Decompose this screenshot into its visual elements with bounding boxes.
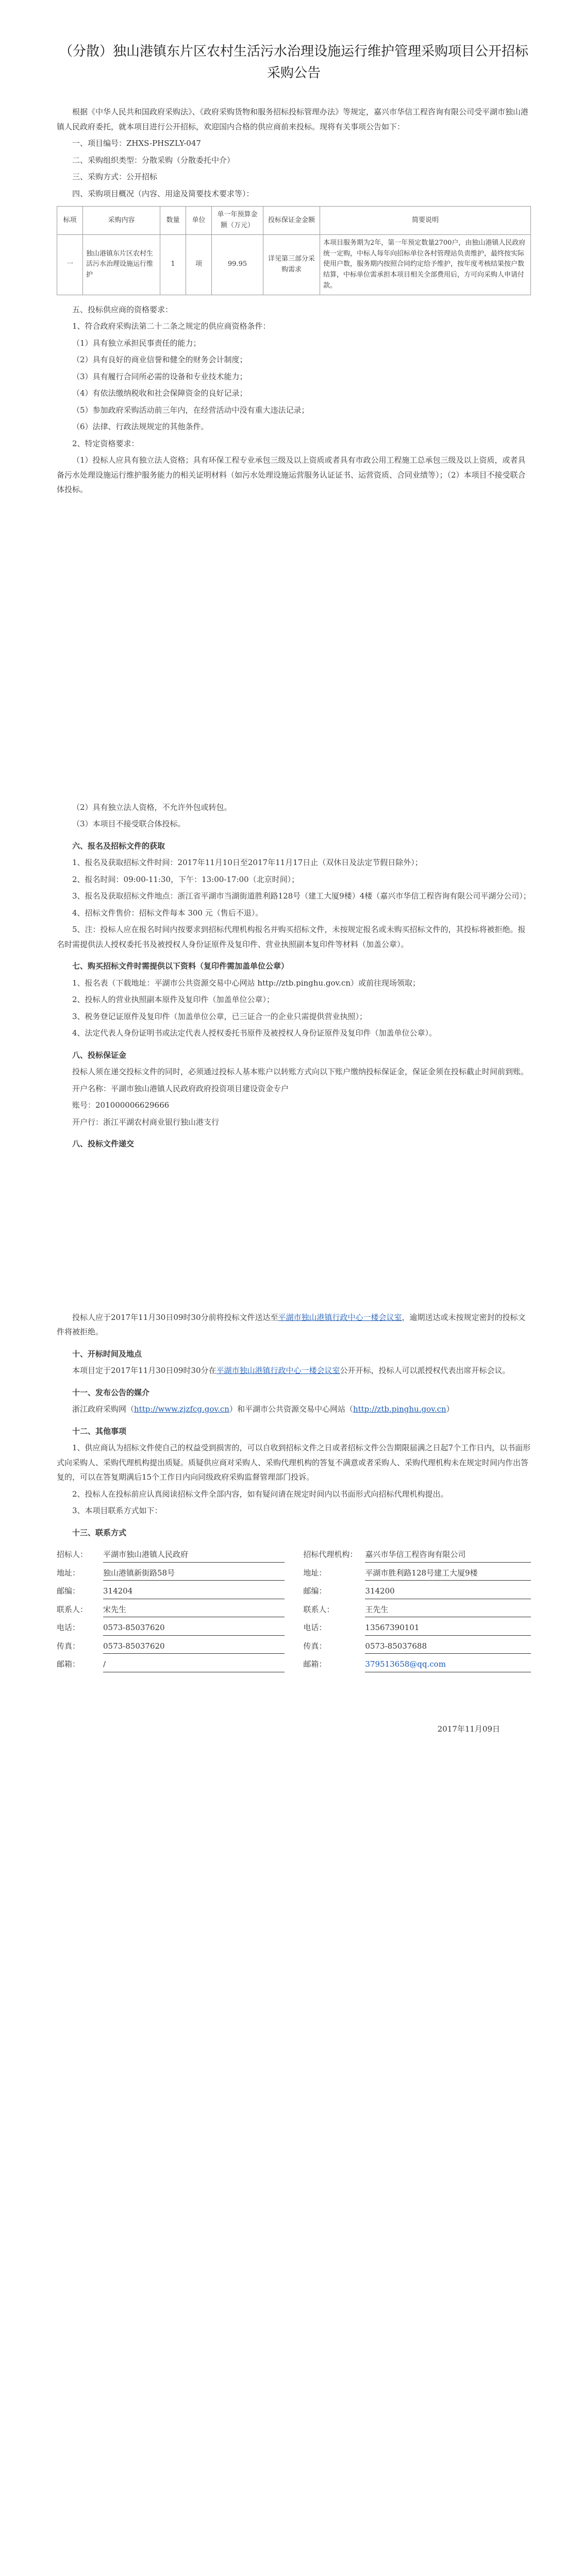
table-cell: 本项目服务期为2年，第一年预定数量2700户，由独山港镇人民政府统一定购，中标人每年向招标单位各村管理站负责维护，最终按实际使用户数，服务期内按照合同约定给予维护，按年度考核结果按户数结算，中标单位需承担本项目相关全部费用后，方可向采购人申请付款。 (320, 234, 531, 295)
contact-key: 联系人： (303, 1604, 335, 1614)
contact-key: 联系人： (57, 1604, 88, 1614)
special-qualification-text: （1）投标人应具有独立法人资格；具有环保工程专业承包三级及以上资质或者具有市政公用工程施工总承包三级及以上资质，或者具备污水处理设施运行维护服务能力的相关证明材料（如污水处理设施运营服务认证证书、运营资质、合同业绩等）；（2）本项目不接受联合体投标。 (57, 455, 526, 495)
contact-value: 0573-85037688 (365, 1639, 531, 1654)
table-cell: 99.95 (212, 234, 263, 295)
section-deadline-heading (57, 1137, 531, 1151)
page-title: （分散）独山港镇东片区农村生活污水治理设施运行维护管理采购项目公开招标采购公告 (59, 44, 528, 81)
section-contacts-heading: 十三、联系方式 (72, 1528, 127, 1537)
blank-area (57, 1154, 531, 1308)
contact-email-link[interactable]: 379513658@qq.com (365, 1657, 531, 1672)
media-text-3: ） (446, 1404, 454, 1414)
deposit-account-name (57, 1081, 531, 1096)
section-other-heading: 十二、其他事项 (72, 1426, 127, 1436)
registration-item: 5、注：投标人应在报名时间内按要求到招标代理机构报名并购买招标文件，未按规定报名或未购买招标文件的，其投标将被拒绝。报名时需提供法人授权委托书及被授权人身份证原件及复印件、营业执照副本复印件等材料（加盖公章）。 (57, 925, 526, 949)
other-item: 3、本项目联系方式如下： (72, 1506, 162, 1516)
contact-key: 邮编： (57, 1586, 80, 1596)
table-cell: 详见第三部分采购需求 (263, 234, 320, 295)
contact-key: 邮箱： (57, 1659, 80, 1669)
contact-row (303, 1602, 531, 1618)
qualification-item: （5）参加政府采购活动前三年内，在经营活动中没有重大违法记录； (72, 405, 309, 415)
deposit-text: 投标人须在递交投标文件的同时，必须通过投标人基本账户以转账方式向以下账户缴纳投标保证金，保证金须在投标截止时间前到账。 (72, 1067, 529, 1077)
opening-text (57, 1363, 531, 1378)
special-qualification-heading: 2、特定资格要求： (72, 438, 139, 448)
contact-row (57, 1584, 285, 1599)
contact-key: 地址： (303, 1568, 327, 1578)
media-text-1: 浙江政府采购网（ (72, 1404, 135, 1414)
contact-row (57, 1657, 285, 1672)
deposit-account-number-value: 201000006629666 (95, 1100, 170, 1110)
contact-value: 平湖市独山港镇人民政府 (103, 1547, 285, 1563)
other-item: 2、投标人在投标前应认真阅读招标文件全部内容，如有疑问请在规定时间内以书面形式向招标代理机构提出。 (72, 1489, 448, 1499)
project-table (57, 206, 531, 295)
announcement-document (57, 41, 531, 1738)
contact-row (57, 1602, 285, 1618)
table-header: 单位 (186, 207, 212, 235)
table-header: 投标保证金金额 (263, 207, 320, 235)
deposit-account-number-label: 账号： (72, 1100, 96, 1110)
contact-value: / (103, 1657, 285, 1672)
contact-value: 0573-85037620 (103, 1639, 285, 1654)
contact-row (57, 1639, 285, 1654)
deposit-bank-value: 浙江平湖农村商业银行独山港支行 (103, 1117, 220, 1127)
deposit-account-number (57, 1098, 531, 1113)
section-registration-heading: 六、报名及招标文件的获取 (72, 841, 165, 851)
deposit-bank-label: 开户行： (72, 1117, 104, 1127)
qualification-item: （1）具有独立承担民事责任的能力； (72, 338, 201, 348)
contact-row (57, 1620, 285, 1636)
contact-value: 王先生 (365, 1602, 531, 1618)
table-header-row (57, 207, 531, 235)
contacts-purchaser (57, 1544, 285, 1675)
table-row (57, 234, 531, 295)
registration-item: 4、招标文件售价：招标文件每本 300 元（售后不退）。 (72, 908, 263, 918)
contact-key: 传真： (57, 1641, 80, 1651)
contact-row (303, 1566, 531, 1581)
media-text (57, 1402, 531, 1417)
qualification-extra: （3）本项目不接受联合体投标。 (72, 819, 186, 829)
deadline-heading-text: 八、投标文件递交 (72, 1139, 135, 1149)
contact-value: 嘉兴市华信工程咨询有限公司 (365, 1547, 531, 1563)
table-header: 数量 (160, 207, 186, 235)
publish-date: 2017年11月09日 (437, 1724, 500, 1734)
table-header: 采购内容 (83, 207, 160, 235)
procurement-org-type: 二、采购组织类型：分散采购（分散委托中介） (72, 155, 235, 165)
other-item: 1、供应商认为招标文件使自己的权益受到损害的，可以自收到招标文件之日或者招标文件公告期限届满之日起7个工作日内，以书面形式向采购人、采购代理机构提出质疑。质疑供应商对采购人、采购代理机构的答复不满意或者采购人、采购代理机构未在规定时间内作出答复的，可以在答复期满后15个工作日内向同级政府采购监督管理部门投诉。 (57, 1443, 531, 1482)
document-item: 4、法定代表人身份证明书或法定代表人授权委托书原件及被授权人身份证原件及复印件（加盖单位公章）。 (72, 1028, 437, 1038)
section-deposit-heading: 八、投标保证金 (72, 1050, 127, 1060)
blank-area (57, 499, 531, 798)
section-opening-heading: 十、开标时间及地点 (72, 1349, 142, 1359)
contact-value: 平湖市胜利路128号建工大厦9楼 (365, 1566, 531, 1581)
contact-key: 地址： (57, 1568, 80, 1578)
registration-item: 1、报名及获取招标文件时间：2017年11月10日至2017年11月17日止（双休日及法定节假日除外）； (72, 858, 423, 868)
opening-text-1: 本项目定于2017年11月30日09时30分在 (72, 1366, 216, 1376)
contact-value: 314200 (365, 1584, 531, 1599)
procurement-method: 三、采购方式：公开招标 (72, 172, 158, 182)
media-link-pinghu[interactable]: http://ztb.pinghu.gov.cn (353, 1404, 446, 1414)
contact-value: 宋先生 (103, 1602, 285, 1618)
contact-value: 0573-85037620 (103, 1620, 285, 1636)
contact-row (303, 1620, 531, 1636)
document-item: 3、税务登记证原件及复印件（加盖单位公章，已三证合一的企业只需提供营业执照）； (72, 1011, 368, 1021)
document-item: 2、投标人的营业执照副本原件及复印件（加盖单位公章）； (72, 995, 275, 1005)
contact-row (57, 1566, 285, 1581)
media-text-2: ）和平湖市公共资源交易中心网站（ (229, 1404, 353, 1414)
table-cell: 独山港镇东片区农村生活污水治理设施运行维护 (83, 234, 160, 295)
deadline-place-link[interactable]: 平湖市独山港镇行政中心一楼会议室 (278, 1312, 402, 1322)
contact-row (303, 1547, 531, 1563)
contact-key: 邮箱： (303, 1659, 327, 1669)
qualification-item: （6）法律、行政法规规定的其他条件。 (72, 422, 209, 432)
qualification-item: （3）具有履行合同所必需的设备和专业技术能力； (72, 371, 247, 381)
contact-row (303, 1584, 531, 1599)
deposit-account-name-label: 开户名称： (72, 1083, 111, 1093)
deadline-text (57, 1310, 531, 1340)
contact-row (303, 1657, 531, 1672)
contact-key: 招标人： (57, 1550, 88, 1560)
section-qualification-heading: 五、投标供应商的资格要求： (72, 304, 173, 314)
registration-item: 3、报名及获取招标文件地点：浙江省平湖市当湖街道胜利路128号（建工大厦9楼）4楼（嘉兴市华信工程咨询有限公司平湖分公司）； (72, 891, 531, 901)
contacts-agency (303, 1544, 531, 1675)
project-number: 一、项目编号：ZHXS-PHSZLY-047 (72, 139, 201, 148)
deadline-text-1: 投标人应于2017年11月30日09时30分前将投标文件送达至 (72, 1312, 278, 1322)
deposit-account-name-value: 平湖市独山港镇人民政府政府投资项目建设资金专户 (111, 1083, 289, 1093)
contact-key: 传真： (303, 1641, 327, 1651)
contact-key: 电话： (303, 1623, 327, 1633)
table-cell: 项 (186, 234, 212, 295)
contact-key: 招标代理机构： (303, 1550, 358, 1560)
table-cell: 1 (160, 234, 186, 295)
table-header: 单一年预算金额（万元） (212, 207, 263, 235)
contact-value: 314204 (103, 1584, 285, 1599)
deadline-text-2: ，逾期送达或未按规定密封的投标文件将被拒绝。 (57, 1312, 526, 1337)
media-link-zjzfcg[interactable]: http://www.zjzfcg.gov.cn (134, 1404, 229, 1414)
contacts-block (57, 1544, 531, 1675)
qualification-item: （2）具有良好的商业信誉和健全的财务会计制度； (72, 355, 247, 365)
qualification-item: （4）有依法缴纳税收和社会保障资金的良好记录； (72, 388, 247, 398)
table-cell: 一 (57, 234, 83, 295)
table-header: 简要说明 (320, 207, 531, 235)
qualification-basic: 1、符合政府采购法第二十二条之规定的供应商资格条件： (72, 321, 271, 331)
document-item: 1、报名表（下载地址：平湖市公共资源交易中心网站 http://ztb.pinghu.gov.cn）或前往现场领取； (72, 978, 421, 988)
project-overview-heading: 四、采购项目概况（内容、用途及简要技术要求等）： (72, 189, 254, 198)
contact-key: 邮编： (303, 1586, 327, 1596)
section-media-heading: 十一、发布公告的媒介 (72, 1387, 150, 1397)
table-header: 标项 (57, 207, 83, 235)
registration-item: 2、报名时间：09:00-11:30，下午：13:00-17:00（北京时间）； (72, 874, 299, 884)
contact-value: 13567390101 (365, 1620, 531, 1636)
qualification-extra: （2）具有独立法人资格，不允许外包或转包。 (72, 802, 232, 812)
opening-place-link[interactable]: 平湖市独山港镇行政中心一楼会议室 (216, 1366, 340, 1376)
contact-row (303, 1639, 531, 1654)
section-documents-heading: 七、购买招标文件时需提供以下资料（复印件需加盖单位公章） (72, 961, 289, 971)
contact-value: 独山港镇新街路58号 (103, 1566, 285, 1581)
contact-key: 电话： (57, 1623, 80, 1633)
intro-paragraph: 根据《中华人民共和国政府采购法》、《政府采购货物和服务招标投标管理办法》等规定，嘉兴市华信工程咨询有限公司受平湖市独山港镇人民政府委托，就本项目进行公开招标，欢迎国内合格的供应商前来投标。现将有关事项公告如下： (57, 107, 529, 131)
deposit-bank (57, 1115, 531, 1130)
contact-row (57, 1547, 285, 1563)
opening-text-2: 公开开标，投标人可以派授权代表出席开标会议。 (340, 1366, 510, 1376)
